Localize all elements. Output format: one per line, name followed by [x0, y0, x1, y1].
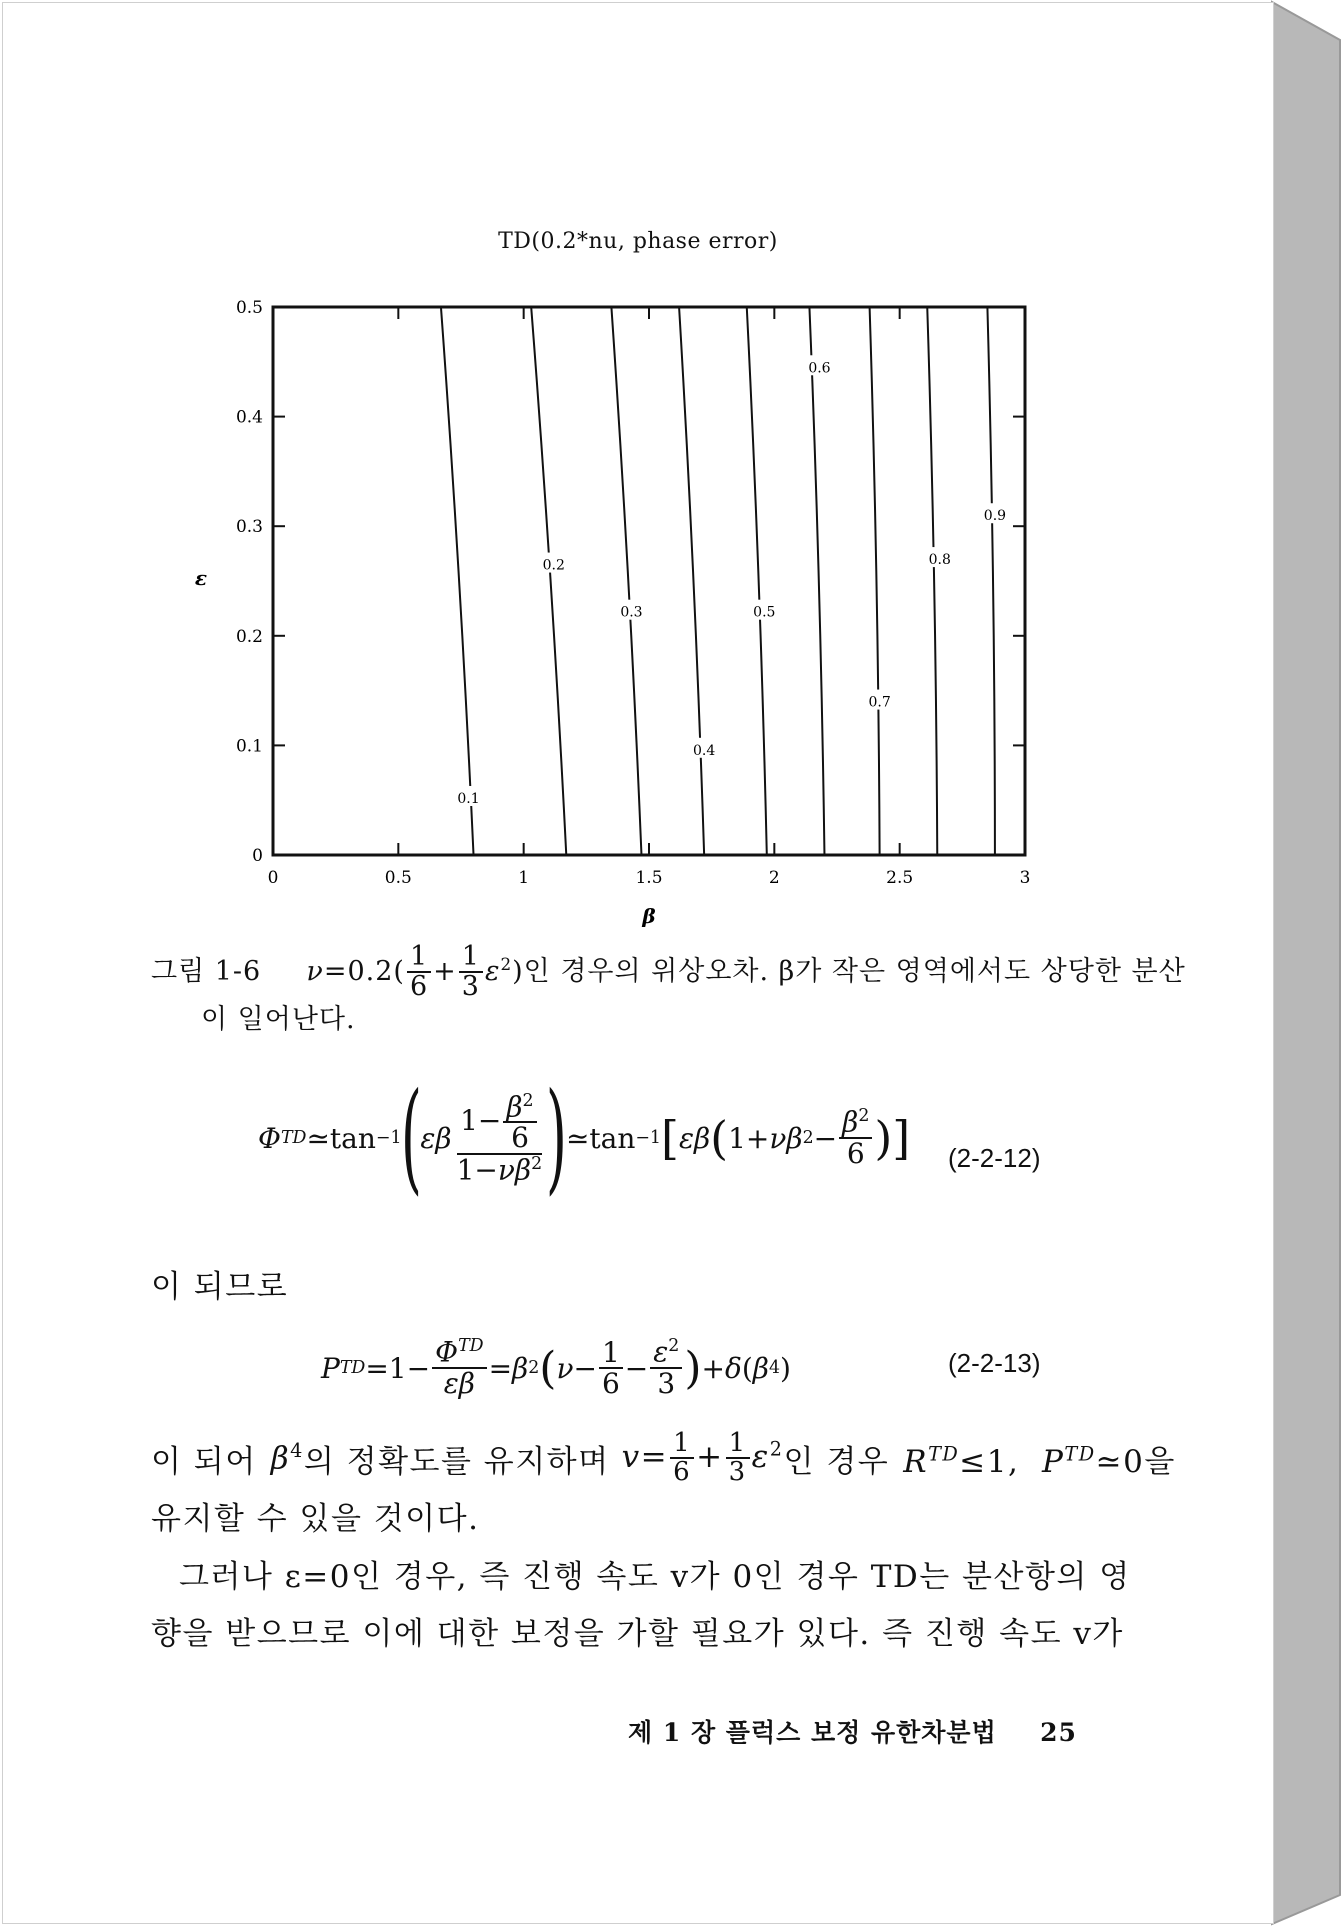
y-tick-label: 0 [252, 846, 263, 866]
x-tick-label: 2.5 [886, 868, 914, 888]
contour-line-0.7 [870, 307, 880, 855]
y-tick-label: 0.3 [235, 517, 263, 538]
contour-line-0.8 [927, 307, 937, 855]
paragraph-2-line1: 이 되어 $\beta^4$ 의 정확도를 유지하며 v= $\frac{1}{6}$ + $\frac{1}{3}$ $\varepsilon^2$ 인 경우 $R^{TD}\le 1$, $P^{TD}≃0$을 [151, 1427, 1176, 1487]
equation-number-13: (2-2-13) [948, 1348, 1041, 1378]
contour-label-0.4: 0.4 [693, 742, 716, 759]
y-axis-label: ε [194, 566, 208, 590]
contour-line-0.5 [747, 307, 767, 855]
para2-mid: 의 정확도를 유지하며 [303, 1443, 610, 1480]
x-tick-label: 0.5 [384, 868, 412, 888]
caption-label: 그림 1-6 [151, 955, 262, 987]
paragraph-2-line2: 유지할 수 있을 것이다. [151, 1501, 480, 1537]
caption-line2: 이 일어난다. [201, 1004, 356, 1035]
contour-line-0.6 [809, 307, 824, 855]
paragraph-3-line1: 그러나 ε=0인 경우, 즉 진행 속도 v가 0인 경우 TD는 분산항의 영 [179, 1559, 1131, 1595]
contour-label-0.8: 0.8 [928, 552, 951, 569]
y-tick-label: 0.2 [235, 626, 263, 647]
paragraph-1: 이 되므로 [151, 1269, 289, 1305]
x-tick-label: 1 [518, 868, 530, 888]
caption-line1-text: 인 경우의 위상오차. β가 작은 영역에서도 상당한 분산 [523, 955, 1186, 987]
contour-label-0.1: 0.1 [457, 791, 480, 808]
contour-label-0.3: 0.3 [620, 604, 643, 621]
contour-label-0.6: 0.6 [808, 360, 831, 377]
equation-2-2-13: P TD =1− $\frac{\Phi^{TD}}{\varepsilon\beta}$ = β 2 ( ν − $\frac{1}{6}$ − $\frac{\varepsilon^2}{3}$ ) + δ ( β 4 ) [321, 1335, 791, 1401]
contour-label-0.9: 0.9 [983, 508, 1007, 525]
contour-chart [3, 3, 1273, 953]
caption-formula: ν=0.2( $\frac{1}{6}$ + $\frac{1}{3}$ $\varepsilon^2$) [306, 941, 524, 1003]
para2-suffix: 인 경우 [783, 1443, 890, 1480]
contour-line-0.1 [441, 307, 474, 855]
contour-line-0.9 [987, 307, 995, 855]
contour-label-0.7: 0.7 [868, 694, 891, 711]
page-number: 25 [1040, 1718, 1077, 1747]
figure-caption [151, 943, 1186, 1002]
x-axis-label: β [642, 904, 656, 928]
chart-title: TD(0.2*nu, phase error) [498, 229, 778, 254]
contour-line-0.4 [679, 307, 704, 855]
para2-prefix: 이 되어 [151, 1443, 257, 1480]
y-tick-label: 0.4 [235, 407, 263, 428]
x-tick-label: 3 [1019, 868, 1031, 888]
page [2, 2, 1274, 1924]
contour-line-0.2 [531, 307, 566, 855]
contour-label-0.2: 0.2 [542, 557, 565, 574]
y-tick-label: 0.5 [235, 298, 263, 318]
equation-number-12: (2-2-12) [948, 1143, 1041, 1173]
x-tick-label: 1.5 [635, 868, 663, 888]
contour-line-0.3 [611, 307, 641, 855]
footer-chapter: 제 1 장 플럭스 보정 유한차분법 [628, 1718, 997, 1747]
running-footer [628, 1713, 1077, 1749]
y-tick-label: 0.1 [235, 736, 263, 757]
paragraph-3-line2: 향을 받으므로 이에 대한 보정을 가할 필요가 있다. 즉 진행 속도 v가 [151, 1616, 1124, 1652]
x-tick-label: 0 [267, 868, 279, 888]
equation-2-2-12: Φ TD ≃tan −1 ( εβ 1− $\frac{\beta^2}{6}$ $1-\nu\beta^2$ ) ≃tan −1 [ εβ ( 1+ νβ 2 − $\frac{\beta^2}{6}$ )] [258, 1068, 911, 1207]
plot-frame [273, 307, 1025, 855]
x-tick-label: 2 [768, 868, 780, 888]
contour-label-0.5: 0.5 [753, 604, 776, 621]
